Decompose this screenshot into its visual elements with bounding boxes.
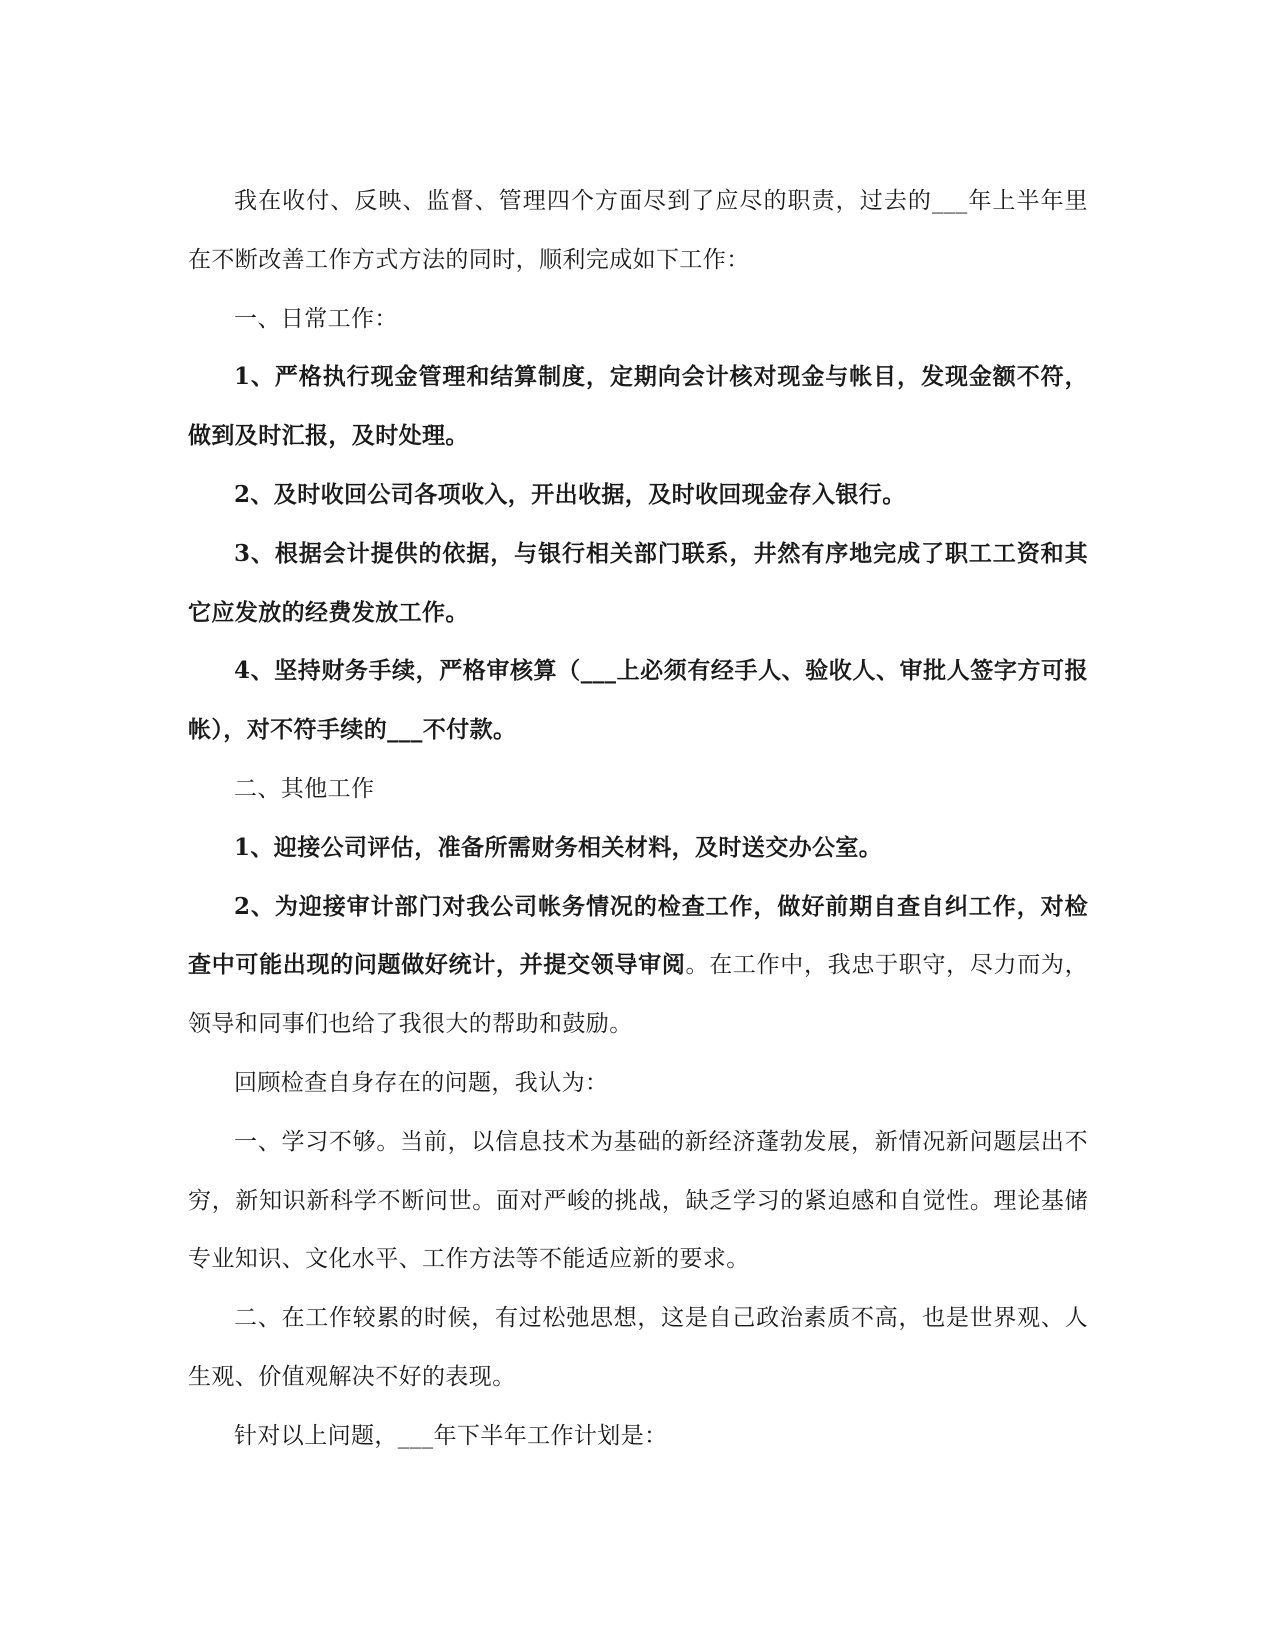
other-item-1: 1、迎接公司评估，准备所需财务相关材料，及时送交办公室。 [234,833,883,861]
daily-item-4: 4、坚持财务手续，严格审核算（___上必须有经手人、验收人、审批人签字方可报帐），对不符手续的___不付款。 [188,657,1088,744]
document-body [188,172,1088,1466]
intro-paragraph: 我在收付、反映、监督、管理四个方面尽到了应尽的职责，过去的___年上半年里在不断改善工作方式方法的同时，顺利完成如下工作： [188,188,1088,273]
other-item-2 [188,878,1088,1054]
section-heading-daily-work: 一、日常工作： [234,305,398,332]
problem-1: 一、学习不够。当前，以信息技术为基础的新经济蓬勃发展，新情况新问题层出不穷，新知识新科学不断问世。面对严峻的挑战，缺乏学习的紧迫感和自觉性。理论基储专业知识、文化水平、工作方法等不能适应新的要求。 [188,1128,1088,1273]
problem-2: 二、在工作较累的时候，有过松弛思想，这是自己政治素质不高，也是世界观、人生观、价值观解决不好的表现。 [188,1305,1088,1390]
section-heading-other-work: 二、其他工作 [234,775,375,802]
other-item-2-tail: 。在工作中，我忠于职守，尽力而为，领导和同事们也给了我很大的帮助和鼓励。 [188,952,1088,1038]
daily-item-1: 1、严格执行现金管理和结算制度，定期向会计核对现金与帐目，发现金额不符，做到及时汇报，及时处理。 [188,363,1088,450]
plan-intro: 针对以上问题，___年下半年工作计划是： [234,1422,668,1449]
other-item-2-bold: 2、为迎接审计部门对我公司帐务情况的检查工作，做好前期自查自纠工作，对检查中可能出现的问题做好统计，并提交领导审阅 [188,892,1088,979]
daily-item-2: 2、及时收回公司各项收入，开出收据，及时收回现金存入银行。 [234,480,906,508]
review-intro: 回顾检查自身存在的问题，我认为： [234,1069,609,1096]
daily-item-3: 3、根据会计提供的依据，与银行相关部门联系，井然有序地完成了职工工资和其它应发放的经费发放工作。 [188,539,1088,626]
